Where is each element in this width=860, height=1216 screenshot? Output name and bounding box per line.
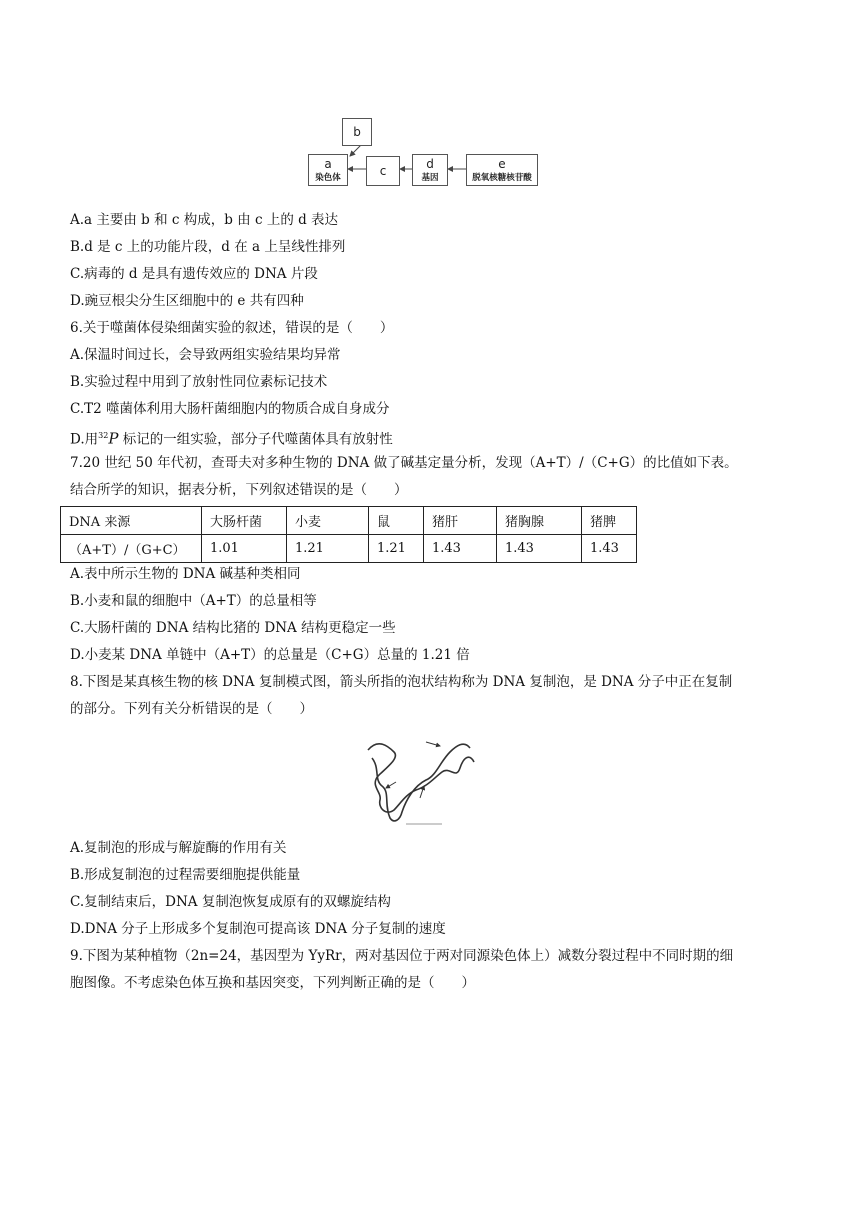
q5-option-b: B.d 是 c 上的功能片段，d 在 a 上呈线性排列 [70, 239, 346, 255]
q7-option-d: D.小麦某 DNA 单链中（A+T）的总量是（C+G）总量的 1.21 倍 [70, 647, 470, 663]
q6-option-a: A.保温时间过长，会导致两组实验结果均异常 [70, 347, 341, 363]
box-a [308, 154, 348, 186]
q7-stem-line1: 7.20 世纪 50 年代初，查哥夫对多种生物的 DNA 做了碱基定量分析，发现（A+T）/（C+G）的比值如下表。 [70, 455, 738, 471]
bubble-arrow-right [426, 742, 440, 746]
table-row [61, 535, 637, 563]
q6-option-d-symbol: P [108, 429, 119, 448]
table-cell: 鼠 [369, 507, 424, 535]
q8-stem-line2: 的部分。下列有关分析错误的是（ ） [70, 701, 313, 717]
box-d-key: d [426, 157, 434, 171]
q9-stem-line1: 9.下图为某种植物（2n=24，基因型为 YyRr，两对基因位于两对同源染色体上）减数分裂过程中不同时期的细 [70, 948, 734, 964]
table-header-row [61, 507, 637, 535]
concept-diagram [300, 112, 545, 192]
box-d [412, 154, 448, 186]
q6-option-d-prefix: D.用 [70, 431, 99, 448]
q6-option-d [70, 426, 393, 450]
dna-replication-bubble-figure [360, 728, 480, 828]
q7-option-a: A.表中所示生物的 DNA 碱基种类相同 [70, 566, 301, 582]
q6-option-b: B.实验过程中用到了放射性同位素标记技术 [70, 374, 328, 390]
box-b-key: b [353, 125, 361, 139]
q7-option-b: B.小麦和鼠的细胞中（A+T）的总量相等 [70, 593, 317, 609]
table-cell: 1.01 [202, 535, 287, 563]
q8-option-b: B.形成复制泡的过程需要细胞提供能量 [70, 867, 301, 883]
table-cell: 1.21 [287, 535, 369, 563]
box-e-key: e [498, 157, 506, 171]
table-cell: 1.43 [497, 535, 582, 563]
q5-option-d: D.豌豆根尖分生区细胞中的 e 共有四种 [70, 293, 304, 309]
table-cell: 小麦 [287, 507, 369, 535]
q5-option-a: A.a 主要由 b 和 c 构成，b 由 c 上的 d 表达 [70, 212, 339, 228]
table-cell: 1.43 [582, 535, 637, 563]
table-cell: 大肠杆菌 [202, 507, 287, 535]
table-cell: 猪脾 [582, 507, 637, 535]
bubble-arrow-left [386, 782, 396, 788]
box-e [466, 154, 538, 186]
table-cell: DNA 来源 [61, 507, 202, 535]
q8-option-c: C.复制结束后，DNA 复制泡恢复成原有的双螺旋结构 [70, 894, 391, 910]
table-cell: （A+T）/（G+C） [61, 535, 202, 563]
box-a-key: a [324, 157, 332, 171]
q6-option-c: C.T2 噬菌体利用大肠杆菌细胞内的物质合成自身成分 [70, 401, 390, 417]
box-c [366, 156, 400, 186]
q8-option-d: D.DNA 分子上形成多个复制泡可提高该 DNA 分子复制的速度 [70, 921, 446, 937]
dna-ratio-table [60, 506, 637, 563]
box-d-label: 基因 [421, 173, 439, 183]
q7-stem-line2: 结合所学的知识，据表分析，下列叙述错误的是（ ） [70, 482, 408, 498]
q9-stem-line2: 胞图像。不考虑染色体互换和基因突变，下列判断正确的是（ ） [70, 975, 475, 991]
table-cell: 1.21 [369, 535, 424, 563]
box-c-key: c [379, 164, 387, 178]
q8-option-a: A.复制泡的形成与解旋酶的作用有关 [70, 840, 287, 856]
q7-option-c: C.大肠杆菌的 DNA 结构比猪的 DNA 结构更稳定一些 [70, 620, 396, 636]
dna-strand-lower [372, 744, 470, 821]
q8-stem-line1: 8.下图是某真核生物的核 DNA 复制模式图，箭头所指的泡状结构称为 DNA 复制泡，是 DNA 分子中正在复制 [70, 674, 733, 690]
box-e-label: 脱氧核糖核苷酸 [472, 173, 532, 183]
table-cell: 1.43 [424, 535, 497, 563]
table-cell: 猪胸腺 [497, 507, 582, 535]
table-cell: 猪肝 [424, 507, 497, 535]
q6-option-d-suffix: 标记的一组实验，部分子代噬菌体具有放射性 [118, 431, 393, 448]
box-a-label: 染色体 [315, 173, 341, 183]
dna-strand-upper [368, 744, 474, 812]
q6-stem: 6.关于噬菌体侵染细菌实验的叙述，错误的是（ ） [70, 320, 394, 336]
q6-option-d-superscript: 32 [98, 431, 109, 440]
q5-option-c: C.病毒的 d 是具有遗传效应的 DNA 片段 [70, 266, 318, 282]
box-b [342, 118, 372, 146]
